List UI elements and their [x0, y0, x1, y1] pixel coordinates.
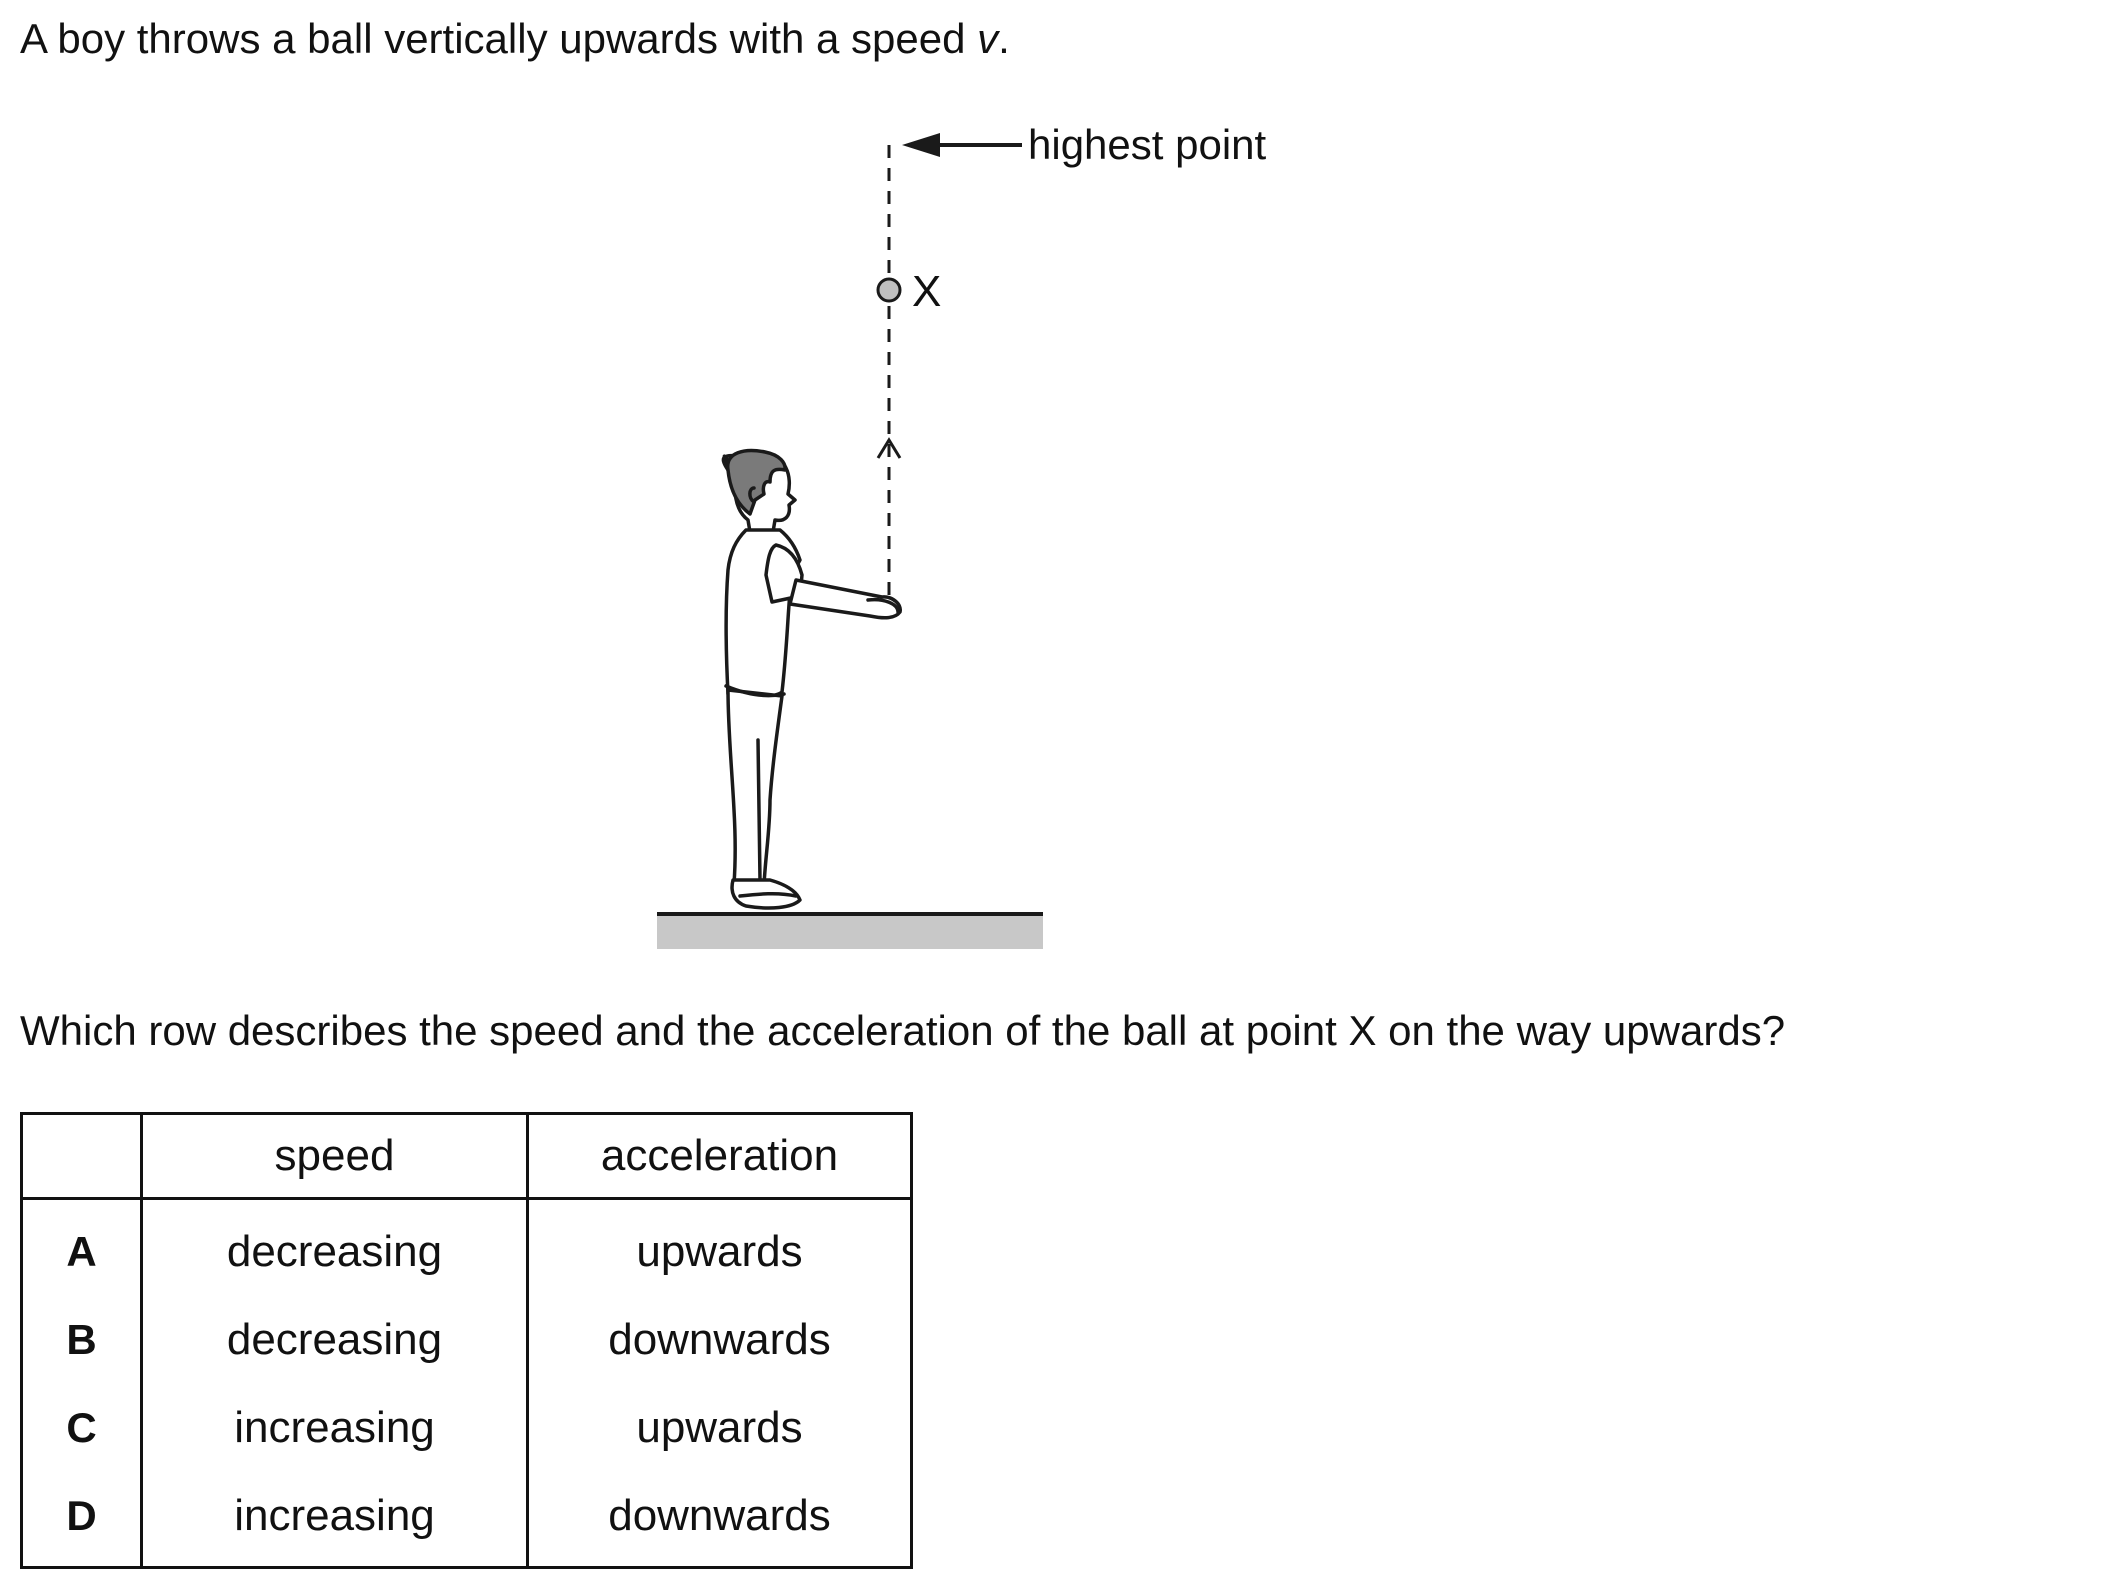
acceleration-cell: downwards	[608, 1315, 831, 1364]
acceleration-cell: downwards	[608, 1491, 831, 1540]
table-row	[22, 1199, 912, 1297]
option-label: B	[22, 1296, 142, 1384]
point-x-label: X	[912, 267, 942, 316]
acceleration-cell: upwards	[636, 1403, 803, 1452]
header-acceleration: acceleration	[528, 1114, 912, 1199]
highest-point-label: highest point	[1028, 121, 1267, 168]
ground	[657, 914, 1043, 949]
table-row	[22, 1384, 912, 1472]
speed-cell: decreasing	[142, 1199, 528, 1297]
highest-point-arrowhead-icon	[902, 133, 940, 157]
intro-end: .	[998, 15, 1010, 62]
speed-cell: increasing	[142, 1384, 528, 1472]
table-row	[22, 1472, 912, 1568]
option-label: D	[22, 1472, 142, 1568]
acceleration-cell: upwards	[636, 1227, 803, 1276]
table-row	[22, 1296, 912, 1384]
header-speed: speed	[142, 1114, 528, 1199]
header-option	[22, 1114, 142, 1199]
speed-symbol: v	[977, 15, 999, 62]
speed-cell: decreasing	[142, 1296, 528, 1384]
intro-text: A boy throws a ball vertically upwards with a speed	[20, 15, 966, 62]
ball-at-x	[878, 279, 900, 301]
answer-table	[20, 1112, 913, 1569]
boy-figure	[723, 451, 900, 908]
table-header-row	[22, 1114, 912, 1199]
option-label: A	[22, 1199, 142, 1297]
option-label: C	[22, 1384, 142, 1472]
speed-cell: increasing	[142, 1472, 528, 1568]
question-text: Which row describes the speed and the acceleration of the ball at point X on the way upwards?	[20, 1007, 1786, 1054]
boy-legs	[728, 690, 782, 886]
